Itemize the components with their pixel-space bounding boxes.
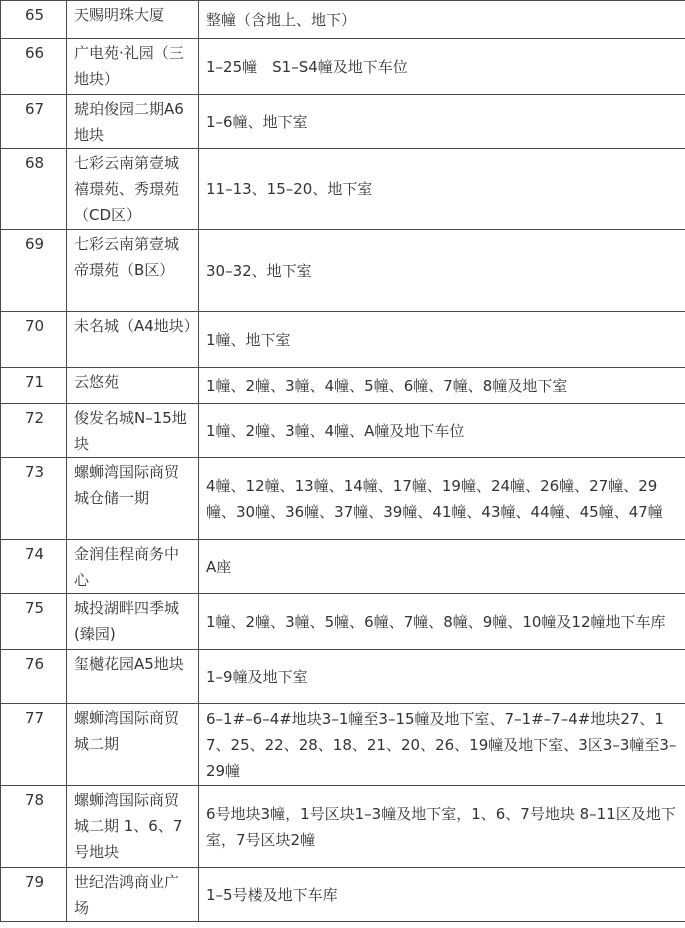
row-number: 68: [1, 149, 67, 230]
table-row: [1, 404, 685, 458]
project-name: 螺蛳湾国际商贸城二期 1、6、7号地块: [67, 786, 199, 868]
project-name: 螺蛳湾国际商贸城仓储一期: [67, 458, 199, 540]
project-name: 天赐明珠大厦: [67, 1, 199, 39]
row-number: 66: [1, 39, 67, 95]
building-scope: 1–25幢 S1–S4幢及地下车位: [199, 39, 685, 95]
building-scope: 1–9幢及地下室: [199, 650, 685, 704]
building-scope: 1幢、2幢、3幢、5幢、6幢、7幢、8幢、9幢、10幢及12幢地下车库: [199, 594, 685, 650]
row-number: 69: [1, 230, 67, 312]
building-scope: 6号地块3幢，1号区块1–3幢及地下室，1、6、7号地块 8–11区及地下室，7号区块2幢: [199, 786, 685, 868]
table-row: [1, 1, 685, 39]
table-row: [1, 594, 685, 650]
table-row: [1, 540, 685, 594]
row-number: 75: [1, 594, 67, 650]
building-scope: 1–5号楼及地下车库: [199, 868, 685, 922]
table-row: [1, 704, 685, 786]
building-scope: A座: [199, 540, 685, 594]
row-number: 70: [1, 312, 67, 368]
row-number: 73: [1, 458, 67, 540]
building-scope: 整幢（含地上、地下）: [199, 1, 685, 39]
project-name: 螺蛳湾国际商贸城二期: [67, 704, 199, 786]
row-number: 79: [1, 868, 67, 922]
row-number: 71: [1, 368, 67, 404]
project-table-body: [1, 1, 685, 922]
project-name: 广电苑·礼园（三地块）: [67, 39, 199, 95]
row-number: 74: [1, 540, 67, 594]
table-row: [1, 312, 685, 368]
row-number: 76: [1, 650, 67, 704]
table-row: [1, 39, 685, 95]
project-name: 未名城（A4地块）: [67, 312, 199, 368]
project-name: 城投湖畔四季城(臻园): [67, 594, 199, 650]
table-row: [1, 149, 685, 230]
row-number: 65: [1, 1, 67, 39]
table-row: [1, 368, 685, 404]
row-number: 67: [1, 95, 67, 149]
row-number: 78: [1, 786, 67, 868]
project-name: 俊发名城N–15地块: [67, 404, 199, 458]
project-name: 云悠苑: [67, 368, 199, 404]
building-scope: 4幢、12幢、13幢、14幢、17幢、19幢、24幢、26幢、27幢、29幢、30幢、36幢、37幢、39幢、41幢、43幢、44幢、45幢、47幢: [199, 458, 685, 540]
project-name: 琥珀俊园二期A6地块: [67, 95, 199, 149]
row-number: 72: [1, 404, 67, 458]
table-row: [1, 868, 685, 922]
building-scope: 1–6幢、地下室: [199, 95, 685, 149]
project-name: 玺樾花园A5地块: [67, 650, 199, 704]
project-name: 七彩云南第壹城禧璟苑、秀璟苑（CD区）: [67, 149, 199, 230]
table-row: [1, 458, 685, 540]
project-name: 世纪浩鸿商业广场: [67, 868, 199, 922]
building-scope: 6–1#–6–4#地块3–1幢至3–15幢及地下室、7–1#–7–4#地块27、17、25、22、28、18、21、20、26、19幢及地下室、3区3–3幢至3–29幢: [199, 704, 685, 786]
building-scope: 1幢、2幢、3幢、4幢、5幢、6幢、7幢、8幢及地下室: [199, 368, 685, 404]
project-name: 金润佳程商务中心: [67, 540, 199, 594]
building-scope: 30–32、地下室: [199, 230, 685, 312]
row-number: 77: [1, 704, 67, 786]
table-row: [1, 650, 685, 704]
building-scope: 1幢、2幢、3幢、4幢、A幢及地下车位: [199, 404, 685, 458]
table-row: [1, 230, 685, 312]
building-scope: 11–13、15–20、地下室: [199, 149, 685, 230]
building-scope: 1幢、地下室: [199, 312, 685, 368]
table-row: [1, 786, 685, 868]
project-name: 七彩云南第壹城帝璟苑（B区）: [67, 230, 199, 312]
table-row: [1, 95, 685, 149]
